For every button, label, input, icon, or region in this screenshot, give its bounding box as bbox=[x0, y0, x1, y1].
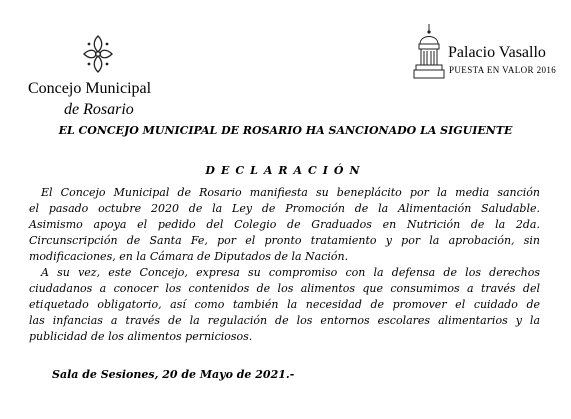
paragraph1-line: Circunscripción de Santa Fe, por el pronto tratamiento y por la aprobación, sin bbox=[29, 234, 540, 247]
palacio-vasallo-building-icon bbox=[413, 22, 445, 80]
paragraph1-line: El Concejo Municipal de Rosario manifiesta su beneplácito por la media sanción bbox=[41, 186, 540, 199]
org-name-line2: de Rosario bbox=[64, 101, 134, 118]
closing-signature-line: Sala de Sesiones, 20 de Mayo de 2021.- bbox=[52, 368, 295, 381]
paragraph2-line: ciudadanos a conocer los contenidos de los alimentos que consumimos a través del bbox=[29, 282, 540, 295]
paragraph2-line: etiquetado obligatorio, así como también la necesidad de promover el cuidado de bbox=[29, 298, 540, 311]
org-name-line1: Concejo Municipal bbox=[28, 80, 152, 97]
paragraph1-line: el pasado octubre 2020 de la Ley de Promoción de la Alimentación Saludable. bbox=[29, 202, 540, 215]
palacio-vasallo-subtitle: PUESTA EN VALOR 2016 bbox=[449, 65, 557, 75]
palacio-vasallo-logo bbox=[413, 22, 563, 86]
paragraph1-line: modificaciones, en la Cámara de Diputados de la Nación. bbox=[29, 250, 349, 263]
paragraph2-line: publicidad de los alimentos perniciosos. bbox=[29, 330, 253, 343]
paragraph2-line: A su vez, este Concejo, expresa su compromiso con la defensa de los derechos bbox=[41, 266, 540, 279]
document-heading: EL CONCEJO MUNICIPAL DE ROSARIO HA SANCIONADO LA SIGUIENTE bbox=[58, 124, 513, 137]
concejo-emblem-icon bbox=[80, 32, 116, 76]
palacio-vasallo-name: Palacio Vasallo bbox=[448, 44, 546, 61]
paragraph1-line: Asimismo apoya el pedido del Colegio de Graduados en Nutrición de la 2da. bbox=[29, 218, 540, 231]
paragraph2-line: las infancias a través de la regulación de los entornos escolares alimentarios y la bbox=[29, 314, 540, 327]
document-title: DECLARACIÓN bbox=[205, 164, 366, 177]
